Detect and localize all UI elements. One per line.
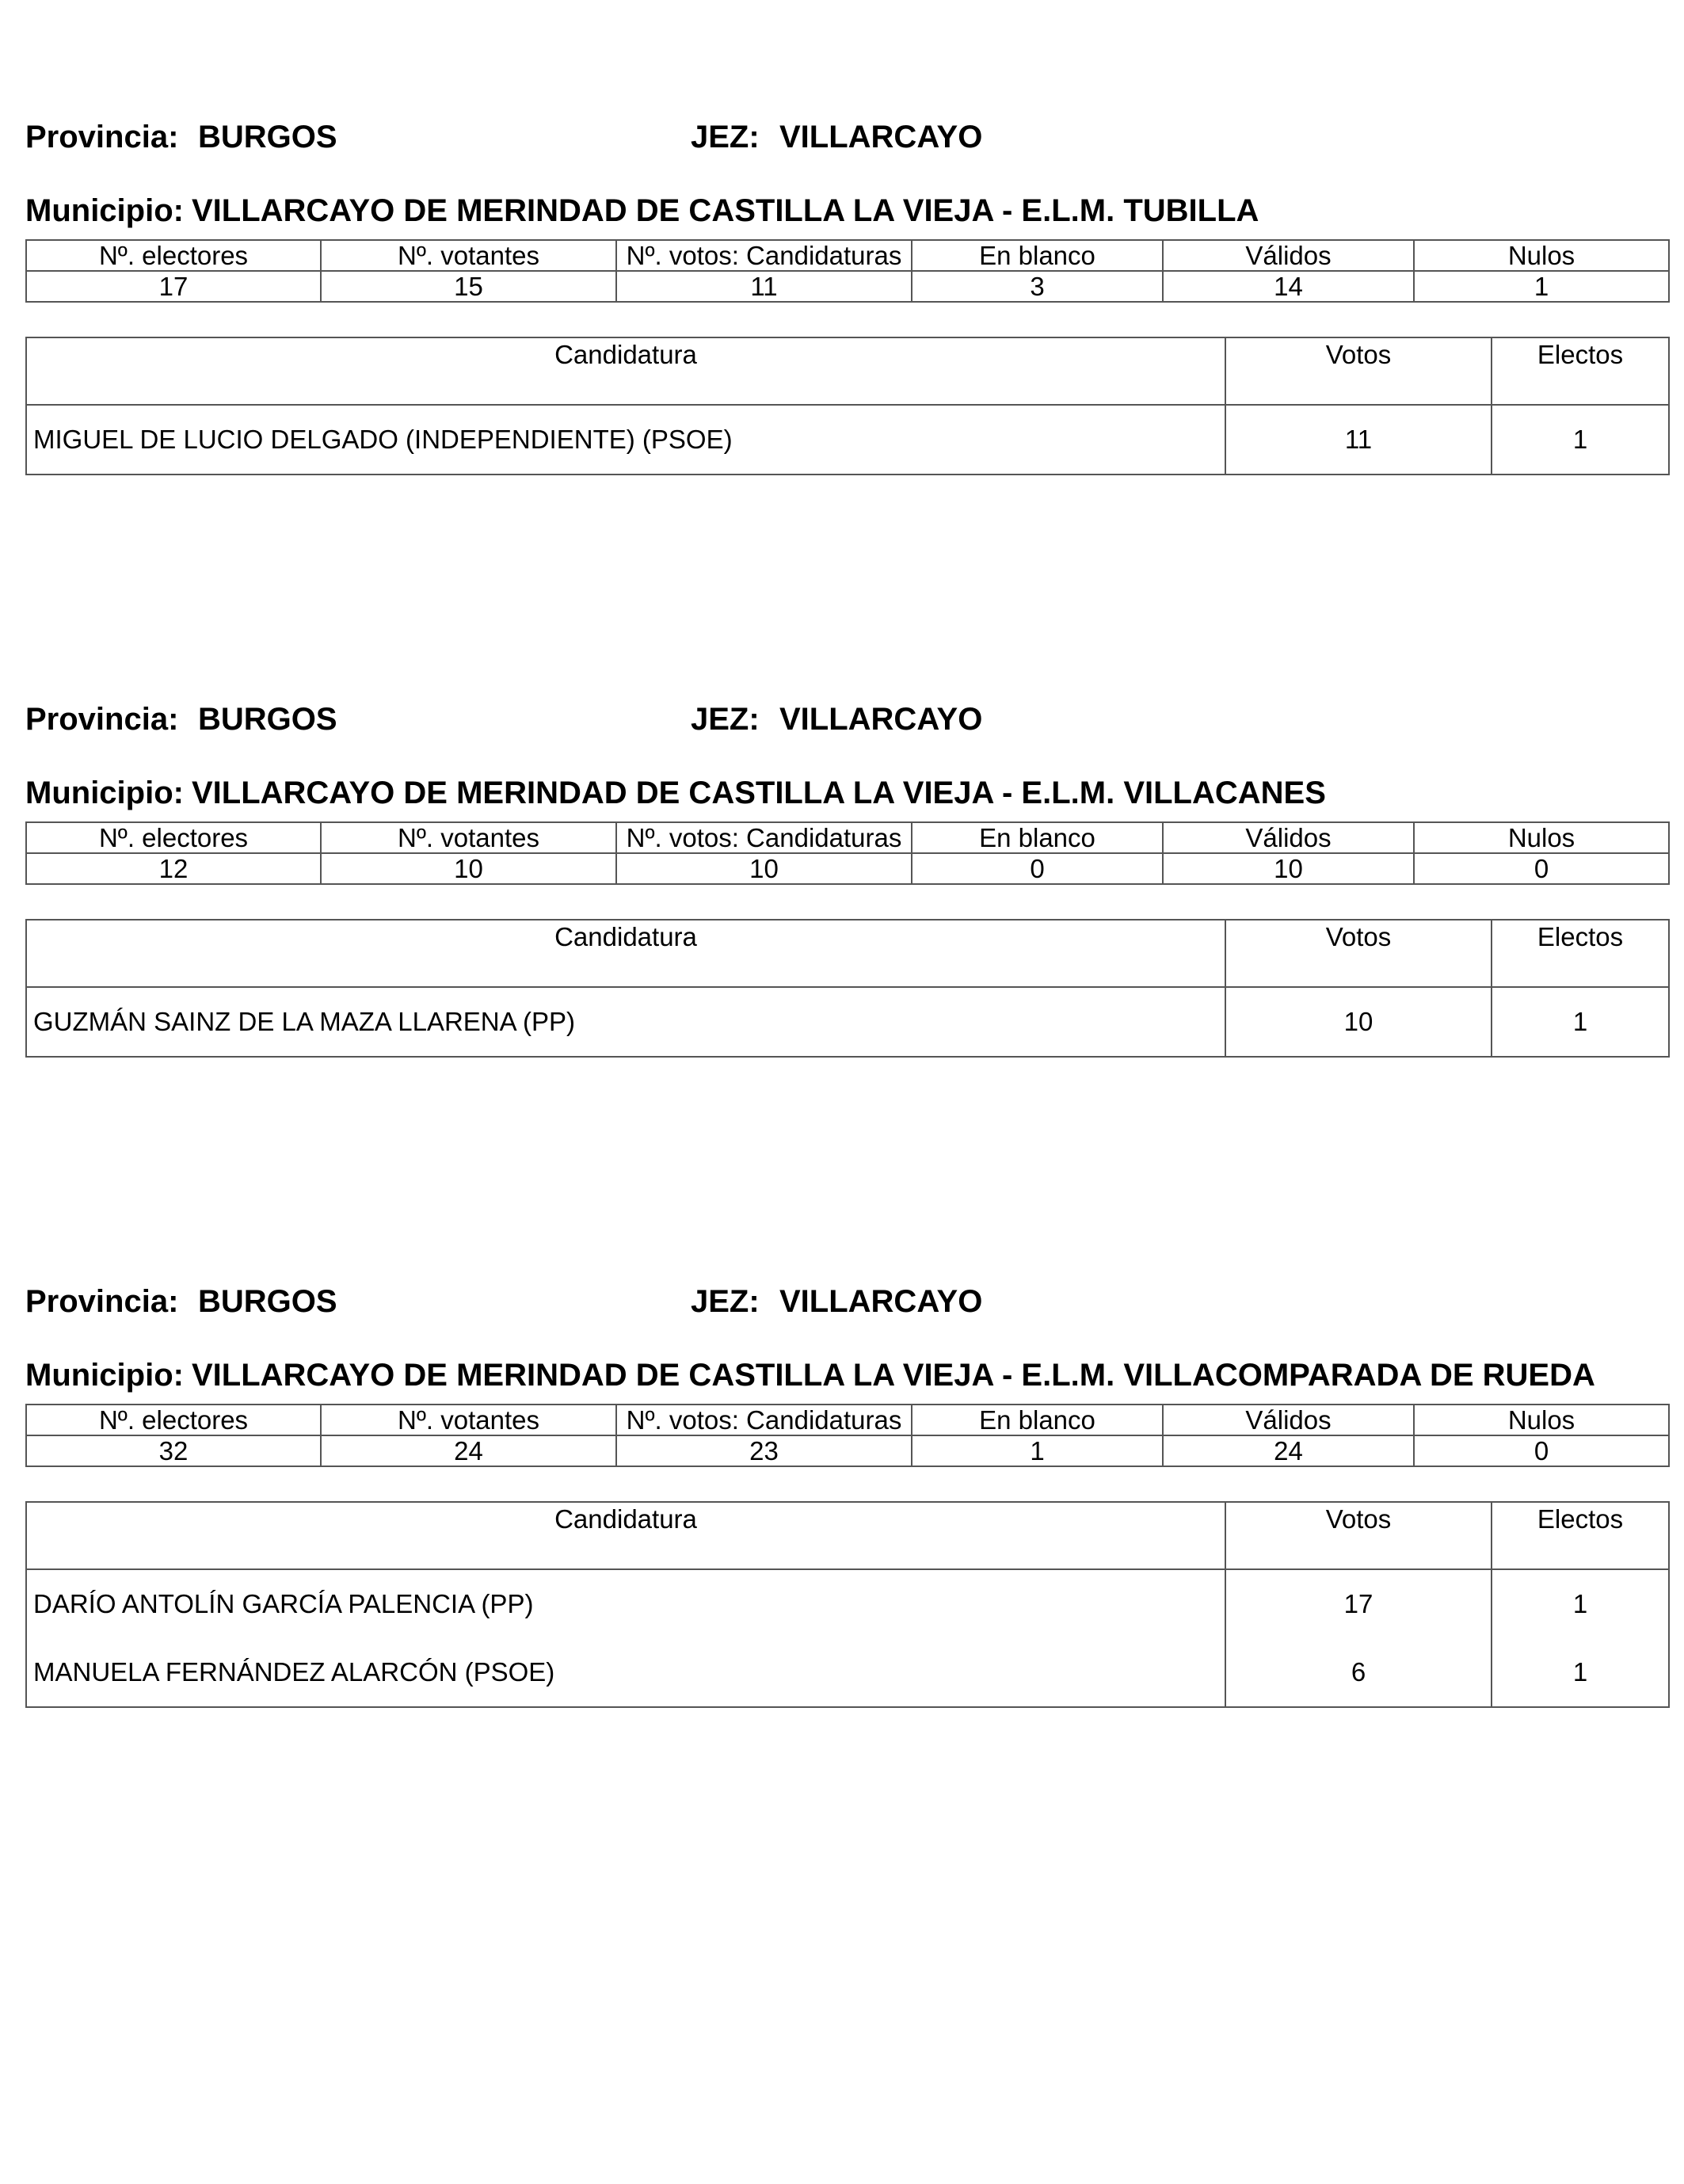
stats-table <box>25 239 1670 303</box>
jez-value: VILLARCAYO <box>779 120 983 154</box>
municipio-line <box>25 189 1259 233</box>
stats-table <box>25 821 1670 885</box>
candidate-row <box>26 405 1669 475</box>
stats-value-row <box>26 1435 1669 1466</box>
candidates-header-row <box>26 920 1669 987</box>
stats-header-votos-candidaturas: Nº. votos: Candidaturas <box>616 822 912 853</box>
stats-header-electores: Nº. electores <box>26 240 321 271</box>
candidate-votos: 6 <box>1225 1638 1492 1707</box>
candidates-header-candidatura: Candidatura <box>26 337 1225 405</box>
candidates-header-votos: Votos <box>1225 920 1492 987</box>
jez-label: JEZ: <box>691 120 760 154</box>
stats-header-en-blanco: En blanco <box>912 822 1163 853</box>
stats-value-votantes: 24 <box>321 1435 616 1466</box>
header-line <box>25 697 1668 741</box>
stats-header-validos: Válidos <box>1163 822 1414 853</box>
candidates-header-electos: Electos <box>1492 920 1669 987</box>
jez-value: VILLARCAYO <box>779 1284 983 1319</box>
stats-header-nulos: Nulos <box>1414 1405 1669 1435</box>
candidates-header-candidatura: Candidatura <box>26 920 1225 987</box>
candidate-name: GUZMÁN SAINZ DE LA MAZA LLARENA (PP) <box>26 987 1225 1057</box>
stats-header-en-blanco: En blanco <box>912 1405 1163 1435</box>
stats-header-row <box>26 822 1669 853</box>
stats-header-en-blanco: En blanco <box>912 240 1163 271</box>
header-line <box>25 115 1668 159</box>
municipio-value: VILLARCAYO DE MERINDAD DE CASTILLA LA VIEJA - E.L.M. TUBILLA <box>191 193 1259 228</box>
stats-header-electores: Nº. electores <box>26 1405 321 1435</box>
stats-value-votos-candidaturas: 23 <box>616 1435 912 1466</box>
stats-value-en-blanco: 0 <box>912 853 1163 884</box>
stats-value-en-blanco: 3 <box>912 271 1163 302</box>
stats-table <box>25 1404 1670 1467</box>
stats-value-en-blanco: 1 <box>912 1435 1163 1466</box>
provincia-value: BURGOS <box>198 120 337 154</box>
jez-value: VILLARCAYO <box>779 702 983 737</box>
provincia-value: BURGOS <box>198 702 337 737</box>
candidate-electos: 1 <box>1492 1638 1669 1707</box>
header-line <box>25 1279 1668 1324</box>
candidate-electos: 1 <box>1492 405 1669 475</box>
candidate-row <box>26 1569 1669 1638</box>
candidates-table <box>25 337 1670 475</box>
stats-value-nulos: 0 <box>1414 1435 1669 1466</box>
stats-header-votantes: Nº. votantes <box>321 822 616 853</box>
stats-value-votos-candidaturas: 10 <box>616 853 912 884</box>
stats-value-validos: 24 <box>1163 1435 1414 1466</box>
stats-header-nulos: Nulos <box>1414 822 1669 853</box>
stats-value-electores: 12 <box>26 853 321 884</box>
candidate-electos: 1 <box>1492 987 1669 1057</box>
stats-header-nulos: Nulos <box>1414 240 1669 271</box>
stats-value-votantes: 10 <box>321 853 616 884</box>
candidates-header-candidatura: Candidatura <box>26 1502 1225 1569</box>
candidates-header-votos: Votos <box>1225 1502 1492 1569</box>
municipio-value: VILLARCAYO DE MERINDAD DE CASTILLA LA VIEJA - E.L.M. VILLACOMPARADA DE RUEDA <box>191 1358 1595 1393</box>
stats-header-row <box>26 1405 1669 1435</box>
candidate-votos: 17 <box>1225 1569 1492 1638</box>
candidate-votos: 11 <box>1225 405 1492 475</box>
candidate-name: MANUELA FERNÁNDEZ ALARCÓN (PSOE) <box>26 1638 1225 1707</box>
stats-header-votantes: Nº. votantes <box>321 1405 616 1435</box>
candidate-name: MIGUEL DE LUCIO DELGADO (INDEPENDIENTE) (PSOE) <box>26 405 1225 475</box>
stats-value-votantes: 15 <box>321 271 616 302</box>
municipio-line <box>25 1353 1595 1397</box>
candidates-header-electos: Electos <box>1492 337 1669 405</box>
provincia-label: Provincia: <box>25 702 179 737</box>
stats-value-votos-candidaturas: 11 <box>616 271 912 302</box>
candidates-header-votos: Votos <box>1225 337 1492 405</box>
candidates-table <box>25 1501 1670 1708</box>
jez-label: JEZ: <box>691 1284 760 1319</box>
municipio-value: VILLARCAYO DE MERINDAD DE CASTILLA LA VIEJA - E.L.M. VILLACANES <box>191 776 1326 810</box>
stats-value-validos: 10 <box>1163 853 1414 884</box>
candidates-table <box>25 919 1670 1058</box>
candidate-row <box>26 987 1669 1057</box>
stats-header-votos-candidaturas: Nº. votos: Candidaturas <box>616 240 912 271</box>
municipio-label: Municipio: <box>25 776 184 810</box>
candidate-name: DARÍO ANTOLÍN GARCÍA PALENCIA (PP) <box>26 1569 1225 1638</box>
stats-value-electores: 17 <box>26 271 321 302</box>
candidates-header-electos: Electos <box>1492 1502 1669 1569</box>
candidates-header-row <box>26 1502 1669 1569</box>
stats-header-validos: Válidos <box>1163 240 1414 271</box>
stats-value-row <box>26 853 1669 884</box>
candidate-electos: 1 <box>1492 1569 1669 1638</box>
stats-value-electores: 32 <box>26 1435 321 1466</box>
provincia-label: Provincia: <box>25 120 179 154</box>
candidate-votos: 10 <box>1225 987 1492 1057</box>
stats-value-validos: 14 <box>1163 271 1414 302</box>
stats-header-validos: Válidos <box>1163 1405 1414 1435</box>
stats-value-nulos: 0 <box>1414 853 1669 884</box>
stats-value-row <box>26 271 1669 302</box>
stats-header-row <box>26 240 1669 271</box>
candidate-row <box>26 1638 1669 1707</box>
municipio-label: Municipio: <box>25 193 184 228</box>
stats-header-votos-candidaturas: Nº. votos: Candidaturas <box>616 1405 912 1435</box>
provincia-value: BURGOS <box>198 1284 337 1319</box>
candidates-header-row <box>26 337 1669 405</box>
jez-label: JEZ: <box>691 702 760 737</box>
municipio-line <box>25 771 1326 815</box>
stats-value-nulos: 1 <box>1414 271 1669 302</box>
stats-header-electores: Nº. electores <box>26 822 321 853</box>
provincia-label: Provincia: <box>25 1284 179 1319</box>
stats-header-votantes: Nº. votantes <box>321 240 616 271</box>
municipio-label: Municipio: <box>25 1358 184 1393</box>
